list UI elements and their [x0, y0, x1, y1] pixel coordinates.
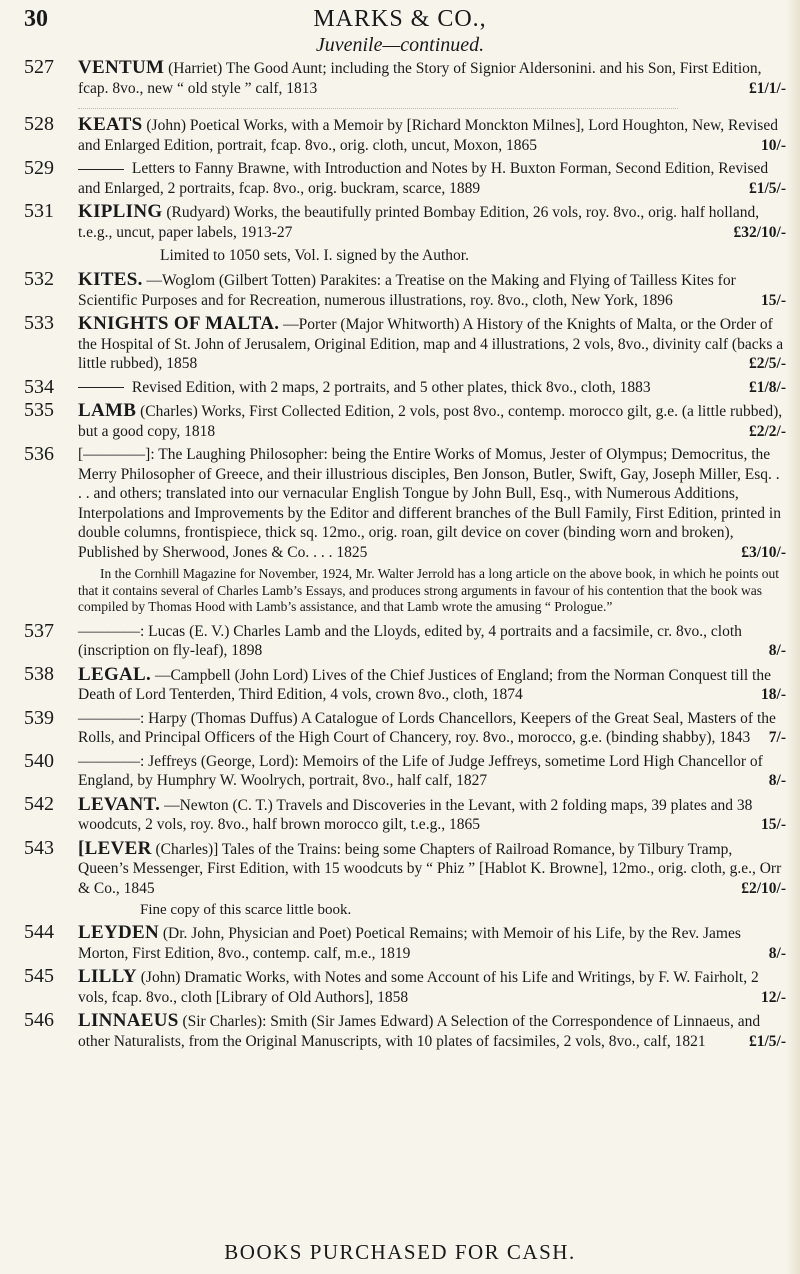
lot-number: 528 [24, 113, 54, 135]
entry-heading: LEGAL. [78, 663, 152, 685]
entry-text: [————]: The Laughing Philosopher: being the Entire Works of Momus, Jester of Olympus; Democritus, the Merry Philosopher of Greece, and their illustrious disciples, Ben Jonson, Butler, Swift, Gay, Joseph Miller, Esq. . . . and others; translated into our vernacular English Tongue by John Bull, Esq., with Numerous Additions, Interpolations and Improvements by the Editor and different branches of the Bull Family, First Edition, printed in double columns, frontispiece, thick sq. 12mo., orig. roan, gilt device on cover (binding worn and broken), Published by Sherwood, Jones & Co. . . . 1825 [78, 446, 781, 561]
entry-text: —Campbell (John Lord) Lives of the Chief Justices of England; from the Norman Conquest till the Death of Lord Tenterden, Third Edition, 4 vols, crown 8vo., cloth, 1874 [78, 666, 771, 703]
entry-text: ————: Lucas (E. V.) Charles Lamb and the Lloyds, edited by, 4 portraits and a facsimile, cr. 8vo., cloth (inscription on fly-leaf), 1898 [78, 622, 742, 659]
lot-number: 542 [24, 792, 54, 815]
section-subhead: Juvenile—continued. [315, 34, 485, 56]
entry-price: £3/10/- [741, 543, 786, 561]
catalogue-entry [0, 792, 800, 835]
entry-text: —Newton (C. T.) Travels and Discoveries in the Levant, with 2 folding maps, 39 plates and 38 woodcuts, 2 vols, roy. 8vo., half brown morocco gilt, t.e.g., 1865 [78, 796, 753, 833]
lot-number: 536 [24, 443, 54, 465]
ditto-rule [78, 169, 124, 170]
catalogue-entry [0, 706, 800, 748]
entry-text: Letters to Fanny Brawne, with Introduction and Notes by H. Buxton Forman, Second Edition, Revised and Enlarged, 2 portraits, fcap. 8vo., orig. buckram, scarce, 1889 [78, 160, 769, 197]
entry-heading: [LEVER [78, 837, 152, 859]
entry-heading: LINNAEUS [78, 1010, 179, 1031]
entry-heading: VENTUM [78, 57, 165, 78]
lot-number: 534 [24, 375, 54, 398]
entry-text: (Charles)] Tales of the Trains: being some Chapters of Railroad Romance, by Tilbury Tramp, Queen’s Messenger, First Edition, with 15 woodcuts by “ Phiz ” [Hablot K. Browne], 12mo., orig. cloth, g.e., Orr & Co., 1845 [78, 840, 782, 897]
limited-note: Limited to 1050 sets, Vol. I. signed by the Author. [160, 247, 469, 264]
catalogue-entry [0, 445, 800, 562]
entry-price: £2/10/- [741, 879, 786, 897]
page-footer: BOOKS PURCHASED FOR CASH. [224, 1240, 576, 1264]
catalogue-entry [0, 58, 800, 98]
catalogue-entry [0, 1011, 800, 1051]
lot-number: 527 [24, 56, 54, 78]
lot-number: 540 [24, 749, 54, 772]
entry-text: (Sir Charles): Smith (Sir James Edward) A Selection of the Correspondence of Linnaeus, and other Naturalists, from the Original Manuscripts, with 10 plates of facsimiles, 2 vols, 8vo., calf, 1821 [78, 1013, 761, 1050]
entry-text: ————: Jeffreys (George, Lord): Memoirs of the Life of Judge Jeffreys, sometime Lord High Chancellor of England, by Humphry W. Woolrych, portrait, 8vo., half calf, 1827 [78, 752, 763, 789]
entry-text: (Dr. John, Physician and Poet) Poetical Remains; with Memoir of his Life, by the Rev. James Morton, First Edition, 8vo., contemp. calf, m.e., 1819 [78, 925, 741, 962]
catalogue-entry [0, 202, 800, 242]
lot-number: 533 [24, 312, 54, 334]
entry-price: £1/5/- [748, 1032, 786, 1050]
lot-number: 539 [24, 706, 54, 729]
entry-heading: LEVANT. [78, 793, 161, 815]
entry-price: £2/2/- [748, 422, 786, 440]
catalogue-entry [0, 375, 800, 398]
entry-heading: KIPLING [78, 201, 163, 222]
lot-number: 545 [24, 965, 54, 987]
entry-heading: LILLY [78, 966, 137, 987]
entry-heading: KEATS [78, 114, 143, 135]
catalogue-entry [0, 115, 800, 155]
catalogue-entry [0, 836, 800, 899]
entry-note: Fine copy of this scarce little book. [140, 902, 352, 918]
page-number: 30 [24, 6, 48, 32]
entry-heading: LEYDEN [78, 922, 159, 943]
entry-text: (Rudyard) Works, the beautifully printed Bombay Edition, 26 vols, roy. 8vo., orig. half holland, t.e.g., uncut, paper labels, 1913-27 [78, 204, 760, 241]
catalogue-entry [0, 619, 800, 661]
entry-heading: LAMB [78, 400, 137, 421]
catalogue-entry [0, 159, 800, 198]
entry-text: (John) Poetical Works, with a Memoir by [Richard Monckton Milnes], Lord Houghton, New, Revised and Enlarged Edition, portrait, fcap. 8vo., orig. cloth, uncut, Moxon, 1865 [78, 117, 778, 154]
entry-heading: KITES. [78, 269, 143, 290]
catalogue-entry [0, 270, 800, 310]
lot-number: 538 [24, 662, 54, 685]
entry-text: —Porter (Major Whitworth) A History of the Knights of Malta, or the Order of the Hospital of St. John of Jerusalem, Original Edition, map and 4 illustrations, 2 vols, 8vo., divinity calf (backs a little rubbed), 1858 [78, 316, 784, 372]
lot-number: 546 [24, 1009, 54, 1031]
catalogue-entry [0, 749, 800, 791]
lot-number: 537 [24, 619, 54, 642]
entry-price: 15/- [761, 816, 786, 833]
entry-text: (John) Dramatic Works, with Notes and some Account of his Life and Writings, by F. W. Fairholt, 2 vols, fcap. 8vo., cloth [Library of Old Authors], 1858 [78, 969, 759, 1006]
entry-text: (Harriet) The Good Aunt; including the Story of Signior Aldersonini. and his Son, First Edition, fcap. 8vo., new “ old style ” calf, 1813 [78, 60, 762, 97]
page-edge-shadow [786, 0, 800, 1274]
entry-price: 12/- [761, 988, 786, 1006]
entry-price: £32/10/- [733, 223, 786, 241]
entry-price: £1/5/- [748, 179, 786, 197]
page-header [0, 6, 800, 32]
lot-number: 531 [24, 200, 54, 222]
entry-text: Revised Edition, with 2 maps, 2 portraits, and 5 other plates, thick 8vo., cloth, 1883 [131, 378, 651, 396]
entry-list [0, 58, 800, 1055]
entry-note: In the Cornhill Magazine for November, 1924, Mr. Walter Jerrold has a long article on the above book, in which he points out that it contains several of Charles Lamb’s Essays, and produces strong arguments in favour of his contention that the book was compiled by Thomas Hood with Lamb’s assistance, and that Lamb wrote the amusing “ Prologue.” [78, 566, 779, 614]
entry-price: 8/- [768, 642, 786, 659]
running-head: MARKS & CO., [313, 6, 487, 32]
entry-price: 15/- [761, 291, 786, 309]
entry-price: 10/- [761, 136, 786, 154]
catalogue-entry [0, 314, 800, 374]
catalogue-entry [0, 967, 800, 1007]
ditto-rule [78, 387, 124, 388]
entry-text: —Woglom (Gilbert Totten) Parakites: a Treatise on the Making and Flying of Tailless Kites for Scientific Purposes and for Recreation, numerous illustrations, roy. 8vo., cloth, New York, 1896 [78, 272, 736, 309]
entry-price: £1/1/- [748, 79, 786, 97]
entry-text: ————: Harpy (Thomas Duffus) A Catalogue of Lords Chancellors, Keepers of the Great Seal, Masters of the Rolls, and Principal Officers of the High Court of Chancery, roy. 8vo., morocco, g.e. (binding shabby), 1843 [78, 709, 776, 746]
entry-price: £1/8/- [748, 378, 786, 396]
entry-price: 8/- [768, 944, 786, 962]
lot-number: 532 [24, 268, 54, 290]
entry-price: 8/- [768, 772, 786, 789]
entry-heading: KNIGHTS OF MALTA. [78, 313, 280, 334]
entry-text: (Charles) Works, First Collected Edition, 2 vols, post 8vo., contemp. morocco gilt, g.e. (a little rubbed), but a good copy, 1818 [78, 403, 783, 440]
catalogue-entry [0, 662, 800, 705]
catalogue-entry [0, 401, 800, 441]
entry-price: £2/5/- [748, 355, 786, 372]
entry-price: 7/- [768, 729, 786, 746]
lot-number: 535 [24, 399, 54, 421]
lot-number: 529 [24, 157, 54, 179]
lot-number: 543 [24, 836, 54, 859]
catalogue-entry [0, 923, 800, 963]
divider [78, 102, 678, 109]
entry-price: 18/- [761, 686, 786, 703]
lot-number: 544 [24, 921, 54, 943]
